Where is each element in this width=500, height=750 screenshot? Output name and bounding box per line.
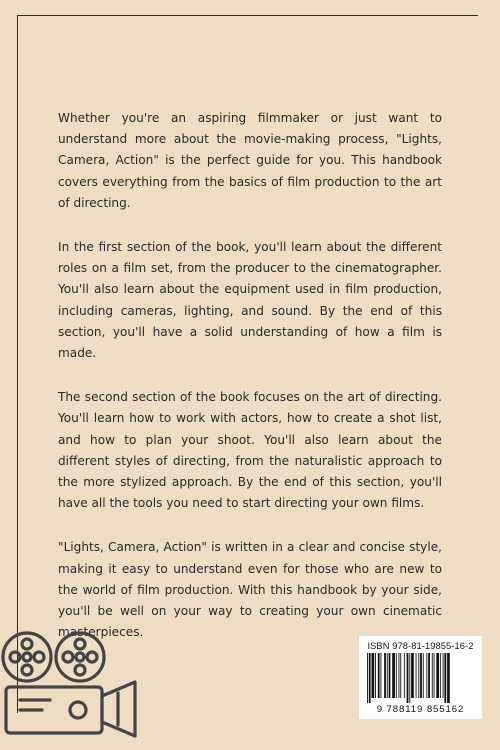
barcode-bar — [416, 653, 417, 698]
blurb-paragraph-2: In the first section of the book, you'll learn about the different roles on a film set, from the producer to the cinematographer. You'll also learn about the equipment used in film production, including cameras, lighting, and sound. By the end of this section, you'll have a solid understanding of how a film is made. — [58, 240, 442, 361]
barcode-bar — [434, 653, 435, 698]
blurb-paragraph-4: "Lights, Camera, Action" is written in a clear and concise style, making it easy to understand even for those who are new to the world of film production. With this handbook by your side, you'll be well on your way to creating your own cinematic masterpieces. — [58, 540, 442, 640]
blurb-paragraph-1: Whether you're an aspiring filmmaker or just want to understand more about the movie-making process, "Lights, Camera, Action" is the perfect guide for you. This handbook covers everything from the basics of film production to the art of directing. — [58, 111, 442, 210]
barcode-bar — [367, 653, 368, 703]
barcode-bars — [365, 653, 476, 703]
barcode-bar — [400, 653, 401, 698]
barcode-bar — [420, 653, 422, 698]
blurb-paragraph-3: The second section of the book focuses on the art of directing. You'll learn how to work with actors, how to create a shot list, and how to plan your shoot. You'll also learn about the different styles of directing, from the naturalistic approach to the more stylized approach. By the end of this section, you'll have all the tools you need to start directing your own films. — [58, 390, 442, 511]
barcode-bar — [423, 653, 424, 698]
barcode-bar — [409, 653, 410, 703]
barcode-bar — [426, 653, 427, 698]
isbn-label: ISBN 978-81-19855-16-2 — [367, 641, 474, 651]
barcode-bar — [440, 653, 441, 698]
barcode-digits: 9 788119 855162 — [376, 704, 465, 715]
film-projector-icon — [0, 610, 150, 750]
barcode-bar — [389, 653, 391, 698]
barcode-bar — [444, 653, 446, 703]
barcode-bar — [432, 653, 433, 698]
barcode-bar — [428, 653, 430, 698]
blurb-text — [58, 108, 442, 666]
frame-line-top — [17, 15, 478, 16]
barcode-bar — [407, 653, 409, 703]
barcode-bar — [384, 653, 386, 698]
barcode-bar — [399, 653, 400, 698]
barcode-bar — [404, 653, 405, 698]
barcode-bar — [418, 653, 419, 698]
isbn-barcode — [359, 636, 482, 719]
frame-line-left — [17, 15, 18, 713]
barcode-bar — [392, 653, 395, 698]
barcode-bar — [372, 653, 375, 698]
barcode-bar — [443, 653, 444, 698]
barcode-bar — [375, 653, 376, 698]
barcode-bar — [387, 653, 388, 698]
barcode-bar — [378, 653, 380, 698]
barcode-bar — [396, 653, 397, 698]
barcode-bar — [369, 653, 371, 703]
barcode-bar — [411, 653, 414, 698]
barcode-bar — [447, 653, 450, 703]
barcode-bar — [381, 653, 382, 698]
barcode-bar — [436, 653, 439, 698]
